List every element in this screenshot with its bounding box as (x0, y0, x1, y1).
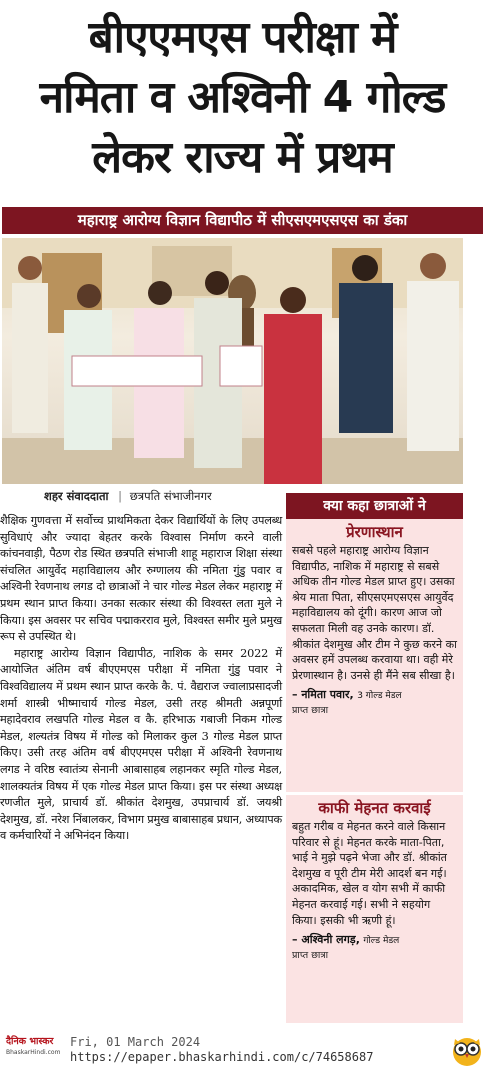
sidebar-header: क्या कहा छात्राओं ने (286, 493, 463, 519)
sidebar-box-1-name: – नमिता पवार, (292, 688, 354, 702)
byline-reporter: शहर संवाददाता (44, 489, 109, 503)
footer-date: Fri, 01 March 2024 (70, 1035, 201, 1049)
article-body (0, 513, 282, 1018)
sidebar-box-1-role: प्राप्त छात्रा (292, 705, 329, 717)
sidebar-box-1-title: प्रेरणास्थान (346, 523, 403, 541)
photo-illustration (2, 238, 463, 484)
headline-line-3: लेकर राज्य में प्रथम (92, 132, 393, 183)
sidebar-box-2 (286, 795, 463, 1023)
sidebar-box-2-title: काफी मेहनत करवाई (318, 799, 431, 817)
sidebar-box-2-role: प्राप्त छात्रा (292, 950, 329, 962)
article-paragraph-2: महाराष्ट्र आरोग्य विज्ञान विद्यापीठ, नाशिक के समर 2022 में आयोजित अंतिम वर्ष बीएएमएस परीक्षा में नमिता गुंडु पवार ने विश्वविद्यालय में प्रथम स्थान प्राप्त करके कै. पं. वैद्यराज ज्वालाप्रसादजी शर्मा शास्त्री भीष्माचार्य गोल्ड मेडल, उसी तरह श्रीमती अन्नपूर्णा महादेवराव लखपति गोल्ड मेडल व कै. हरिभाऊ गबाजी निकम गोल्ड मेडल, शल्यतंत्र विषय में गोल्ड को मिलाकर कुल 3 गोल्ड मेडल प्राप्त किए। उसी तरह अंतिम वर्ष बीएएमएस परीक्षा में अश्विनी रेवणनाथ लगड ने वरिष्ठ स्वातंत्र्य सेनानी आबासाहब लहानकर स्मृति गोल्ड मेडल, शालक्यतंत्र विषय में एक गोल्ड मेडल प्राप्त किया। इस पर संस्था अध्यक्ष रणजीत मुले, प्राचार्य डॉ. श्रीकांत देशमुख, उपप्राचार्य डॉ. जयश्री देशमुख, डॉ. नरेश निंबालकर, विभाग प्रमुख बाबासाहब प्रधान, अध्यापक व कर्मचारियों ने अभिनंदन किया। (0, 646, 282, 843)
sidebar-box-1-signature (286, 683, 463, 704)
sidebar-box-2-name: – अश्विनी लगड़, (292, 933, 360, 947)
sidebar-box-2-medal: गोल्ड मेडल (363, 936, 400, 947)
sidebar-box-1-medal: 3 गोल्ड मेडल (357, 691, 402, 702)
byline (44, 489, 212, 504)
logo-wordmark: दैनिक भास्कर (6, 1036, 54, 1047)
sidebar-box-2-signature (286, 928, 463, 949)
sidebar-box-1 (286, 519, 463, 792)
headline-line-2: नमिता व अश्विनी 4 गोल्ड (39, 72, 446, 123)
byline-city: छत्रपति संभाजीनगर (129, 489, 212, 503)
section-banner: महाराष्ट्र आरोग्य विज्ञान विद्यापीठ में सीएसएमएसएस का डंका (2, 207, 483, 234)
byline-separator: | (118, 489, 123, 503)
footer-url-link[interactable]: https://epaper.bhaskarhindi.com/c/74658687 (70, 1050, 374, 1064)
headline (0, 0, 485, 196)
headline-line-1: बीएएमएस परीक्षा में (88, 12, 397, 63)
sidebar-box-1-text: सबसे पहले महाराष्ट्र आरोग्य विज्ञान विद्यापीठ, नाशिक में महाराष्ट्र से सबसे अधिक तीन गोल्ड मेडल प्राप्त हुए। उसका श्रेय माता पिता, सीएसएमएसएस आयुर्वेद महाविद्यालय को दूंगी। कारण आज जो सफलता मिली वह उनके कारण। डॉ. श्रीकांत देशमुख और टीम ने कुछ करने का अवसर हमें उपलब्ध करवाया था। वही मेरे प्रेरणास्थान है। उनसे ही मैंने सब सीखा है। (292, 544, 457, 682)
owl-mascot-icon[interactable] (451, 1033, 483, 1067)
dainik-bhaskar-logo[interactable] (6, 1036, 66, 1062)
article-paragraph-1: शैक्षिक गुणवत्ता में सर्वोच्च प्राथमिकता देकर विद्यार्थियों के लिए उपलब्ध सुविधाएं और ज्यादा बेहतर करके विश्वास निर्माण करने वाली कांचनवाड़ी, पैठण रोड स्थित छत्रपति संभाजी शाहू महाराज शिक्षा संस्था संचलित आयुर्वेद महाविद्यालय और रुग्णालय की नमिता गुंडु पवार व अश्विनी रेवणनाथ लगड दो छात्राओं ने चार गोल्ड मेडल लेकर महाराष्ट्र में प्रथम स्थान प्राप्त किया। उनका सत्कार संस्था की विश्वस्त लता मुले ने किया। इस अवसर पर सचिव पद्माकरराव मुले, विश्वस्त समीर मुले प्रमुख रूप से उपस्थित थे। (0, 514, 282, 644)
logo-domain: BhaskarHindi.com (6, 1049, 61, 1056)
news-photo (2, 238, 463, 484)
sidebar-box-2-text: बहुत गरीब व मेहनत करने वाले किसान परिवार से हूं। मेहनत करके माता-पिता, भाई ने मुझे पढ़ने भेजा और डॉ. श्रीकांत देशमुख व पूरी टीम मेरी आदर्श बन गई। अकादमिक, खेल व योग सभी में काफी मेहनत करवाई गई। सभी ने सहयोग किया। इसकी भी ऋणी हूं। (292, 820, 447, 927)
